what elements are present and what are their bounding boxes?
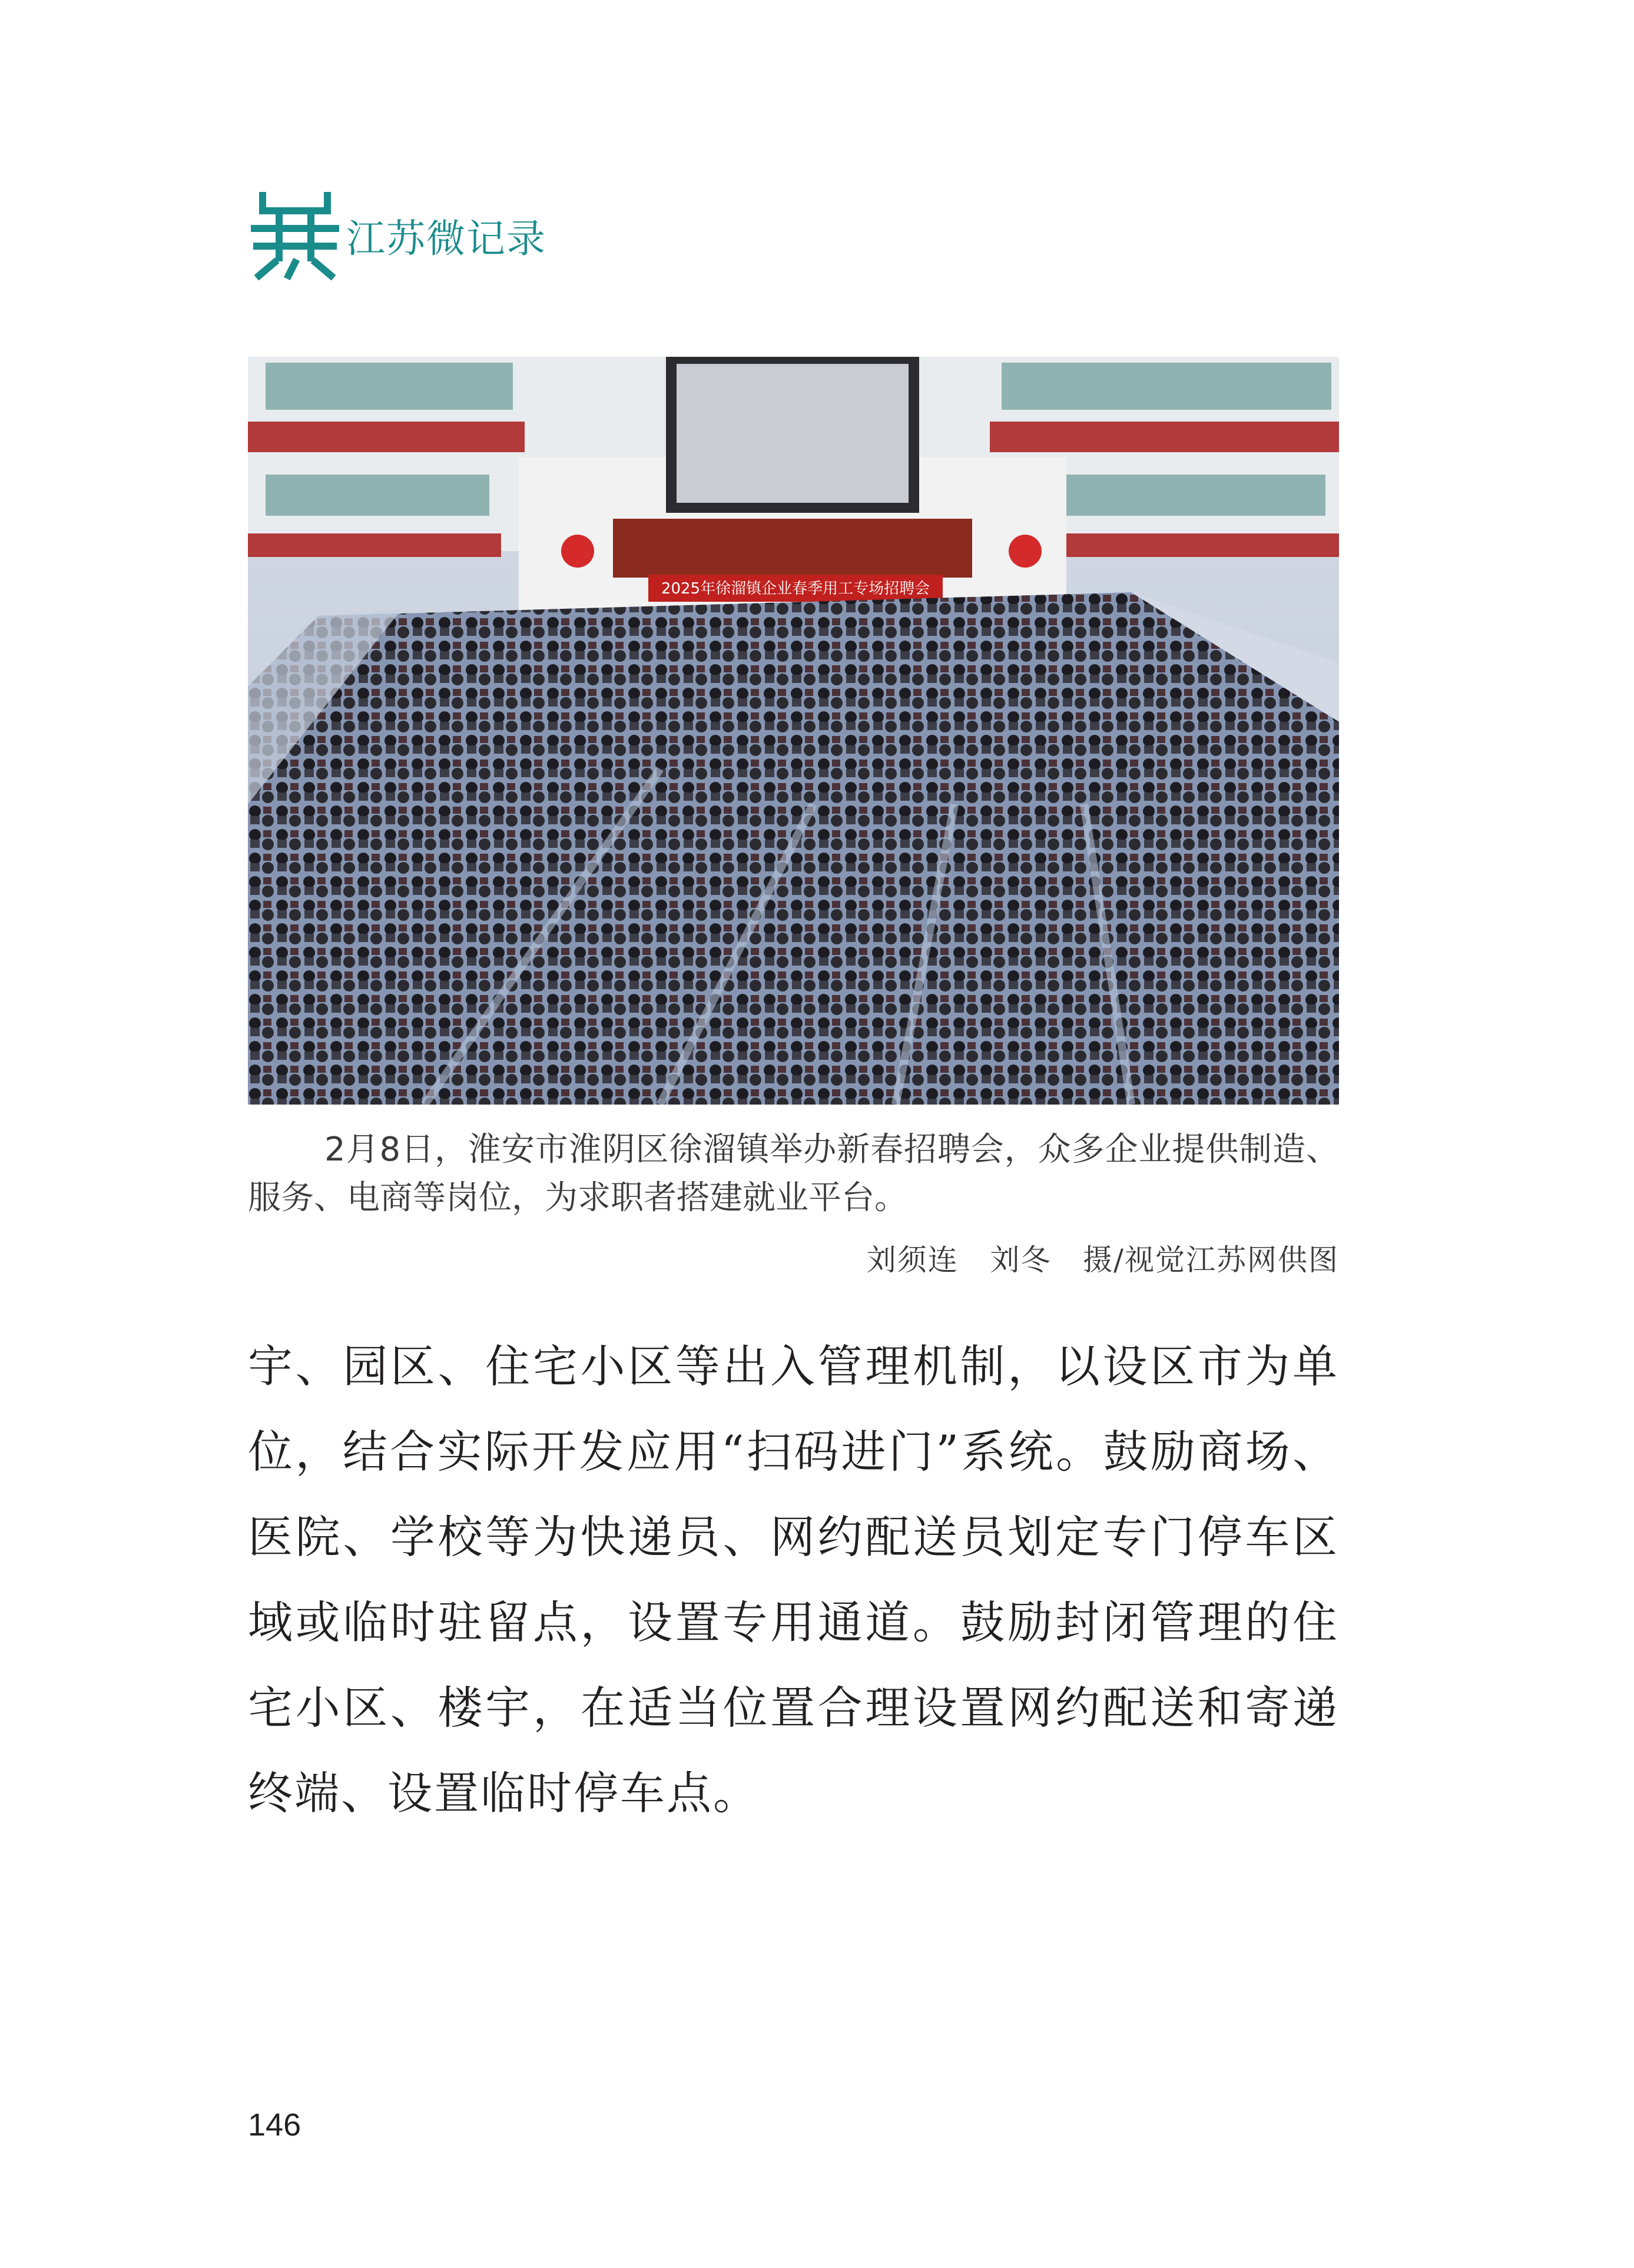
body-paragraph: 宇、园区、住宅小区等出入管理机制，以设区市为单位，结合实际开发应用“扫码进门”系统。鼓励商场、医院、学校等为快递员、网约配送员划定专门停车区域或临时驻留点，设置专用通道。鼓励封闭管理的住宅小区、楼宇，在适当位置合理设置网约配送和寄递终端、设置临时停车点。 — [248, 1340, 1339, 1819]
photo-caption — [248, 1126, 1339, 1222]
stage-banner: 2025年徐溜镇企业春季用工专场招聘会 — [661, 580, 930, 598]
seal-logo-icon — [251, 187, 339, 281]
body-text — [248, 1324, 1339, 1836]
page-number: 146 — [248, 2107, 301, 2143]
crowd-photo — [248, 357, 1339, 1105]
section-label: 江苏微记录 — [346, 216, 546, 261]
caption-text: 2月8日，淮安市淮阴区徐溜镇举办新春招聘会，众多企业提供制造、服务、电商等岗位，为求职者搭建就业平台。 — [248, 1130, 1339, 1217]
photo-credit: 刘须连 刘冬 摄/视觉江苏网供图 — [866, 1243, 1339, 1277]
